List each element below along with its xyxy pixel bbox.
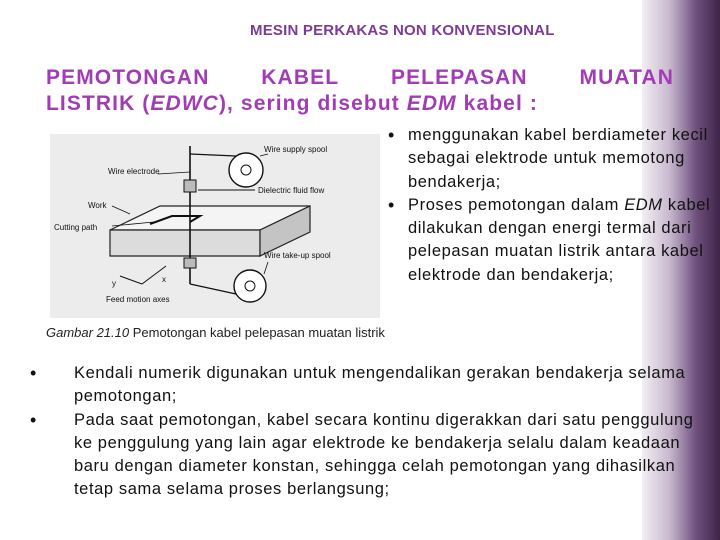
bullet-item: • Pada saat pemotongan, kabel secara kontinu digerakkan dari satu penggulung ke penggulung yang lain agar elektrode ke bendakerja selalu dalam keadaan baru dengan diameter konstan, sehingga celah pemotongan yang dihasilkan tetap sama selama proses berlangsung; <box>30 409 714 502</box>
title-word: PELEPASAN <box>390 66 528 89</box>
label-cutting-path: Cutting path <box>54 223 98 232</box>
upper-nozzle <box>184 180 196 192</box>
edm-wire-diagram <box>50 134 380 318</box>
label-axis-y: y <box>112 279 116 288</box>
title-word: MUATAN <box>579 66 674 89</box>
label-feed: Feed motion axes <box>106 295 170 304</box>
title-line-1 <box>46 65 674 91</box>
supply-wire <box>190 154 236 156</box>
bullet-list-bottom <box>30 362 714 502</box>
figure-caption: Gambar 21.10 Pemotongan kabel pelepasan muatan listrik <box>46 325 385 340</box>
lower-nozzle <box>184 258 196 268</box>
label-wire-electrode: Wire electrode <box>108 167 160 176</box>
label-wire-supply: Wire supply spool <box>264 145 328 154</box>
diagram-svg <box>50 134 380 318</box>
bullet-item: • Proses pemotongan dalam EDM kabel dilakukan dengan energi termal dari pelepasan muatan listrik antara kabel elektrode dan bendakerja; <box>386 194 712 287</box>
title-line-2: LISTRIK (EDWC), sering disebut EDM kabel : <box>46 92 538 115</box>
label-dielectric: Dielectric fluid flow <box>258 186 325 195</box>
title-word: PEMOTONGAN <box>46 66 210 89</box>
bullet-item: • menggunakan kabel berdiameter kecil sebagai elektrode untuk memotong bendakerja; <box>386 124 712 194</box>
bullet-item: • Kendali numerik digunakan untuk mengendalikan gerakan bendakerja selama pemotongan; <box>30 362 714 409</box>
workpiece-front <box>110 230 260 256</box>
title-word: KABEL <box>261 66 340 89</box>
slide-header: MESIN PERKAKAS NON KONVENSIONAL <box>250 22 555 39</box>
supply-spool-hub <box>241 165 251 175</box>
axis-y-line <box>120 276 142 284</box>
take-up-spool-hub <box>245 281 255 291</box>
label-work: Work <box>88 201 107 210</box>
bullet-list-right <box>386 124 712 287</box>
label-take-up: Wire take-up spool <box>264 251 331 260</box>
take-up-wire <box>190 284 236 294</box>
slide-title <box>46 65 686 117</box>
label-axis-x: x <box>162 275 166 284</box>
